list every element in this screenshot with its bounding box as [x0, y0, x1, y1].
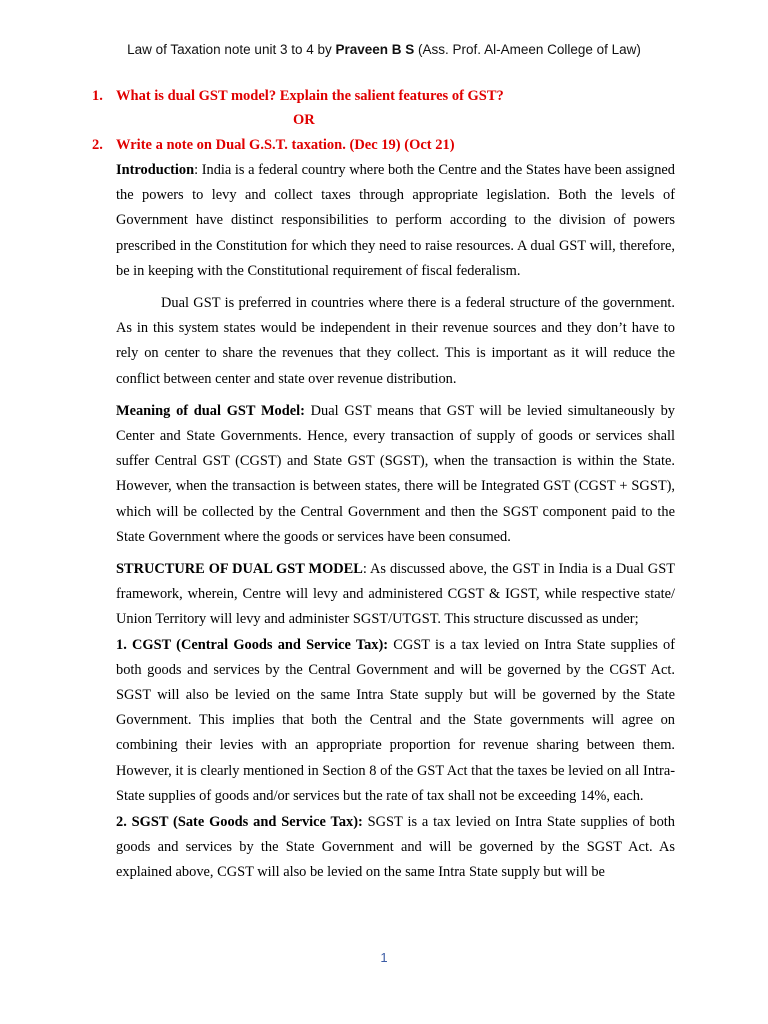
paragraph-structure — [116, 557, 675, 633]
or-separator: OR — [293, 112, 315, 128]
header-author: Praveen B S — [335, 42, 415, 57]
paragraph-sgst — [116, 810, 675, 886]
page-number: 1 — [380, 950, 388, 965]
paragraph-dual-gst — [116, 291, 675, 392]
paragraph-cgst — [116, 633, 675, 809]
cgst-text: CGST is a tax levied on Intra State supplies of both goods and services by the Central Government and will be governed by the CGST Act. SGST will also be levied on the same Intra State supply but will be governed by the State Government. This implies that both the Central and the State governments will agree on combining their levies with an appropriate proportion for revenue sharing between them. However, it is clearly mentioned in Section 8 of the GST Act that the taxes be levied on all Intra-State supplies of goods and/or services but the rate of tax shall not be exceeding 14%, each. — [116, 636, 675, 804]
structure-text: : As discussed above, the GST in India is a Dual GST framework, wherein, Centre will levy and administered CGST & IGST, while respective state/ Union Territory will levy and administer SGST/UTGST. This structure discussed as under; — [116, 561, 675, 628]
question-2-text: Write a note on Dual G.S.T. taxation. (Dec 19) (Oct 21) — [116, 137, 455, 153]
structure-label: STRUCTURE OF DUAL GST MODEL — [116, 561, 363, 578]
dual-gst-text: Dual GST is preferred in countries where there is a federal structure of the government. As in this system states would be independent in their revenue sources and they don’t have to rely on center to share the revenues that they collect. This is important as it will reduce the conflict between center and state over revenue distribution. — [116, 295, 675, 387]
question-1-text: What is dual GST model? Explain the salient features of GST? — [116, 88, 504, 104]
paragraph-introduction — [116, 158, 675, 284]
question-2-number: 2. — [92, 137, 103, 153]
sgst-text: SGST is a tax levied on Intra State supplies of both goods and services by the State Government and will be governed by the SGST Act. As explained above, CGST will also be levied on the same Intra State supply but will be — [116, 814, 675, 881]
meaning-text: Dual GST means that GST will be levied simultaneously by Center and State Governments. Hence, every transaction of supply of goods or services shall suffer Central GST (CGST) and State GST (SGST), when the transaction is within the State. However, when the transaction is between states, there will be Integrated GST (CGST + SGST), which will be collected by the Central Government and then the SGST component paid to the State Government where the goods or services have been consumed. — [116, 402, 675, 545]
page-header — [0, 42, 768, 57]
question-1 — [92, 88, 504, 105]
header-prefix: Law of Taxation note unit 3 to 4 by — [127, 42, 336, 57]
header-suffix: (Ass. Prof. Al-Ameen College of Law) — [414, 42, 641, 57]
meaning-label: Meaning of dual GST Model: — [116, 402, 305, 419]
question-2 — [92, 137, 455, 154]
sgst-label: 2. SGST (Sate Goods and Service Tax): — [116, 814, 363, 831]
introduction-label: Introduction — [116, 162, 195, 178]
paragraph-meaning — [116, 399, 675, 550]
cgst-label: 1. CGST (Central Goods and Service Tax): — [116, 636, 389, 653]
answer-body — [116, 158, 675, 893]
question-1-number: 1. — [92, 88, 103, 104]
introduction-text: : India is a federal country where both the Centre and the States have been assigned the powers to levy and collect taxes through appropriate legislation. Both the levels of Government have distinct responsibilities to perform according to the division of powers prescribed in the Constitution for which they need to raise resources. A dual GST will, therefore, be in keeping with the Constitutional requirement of fiscal federalism. — [116, 162, 675, 279]
